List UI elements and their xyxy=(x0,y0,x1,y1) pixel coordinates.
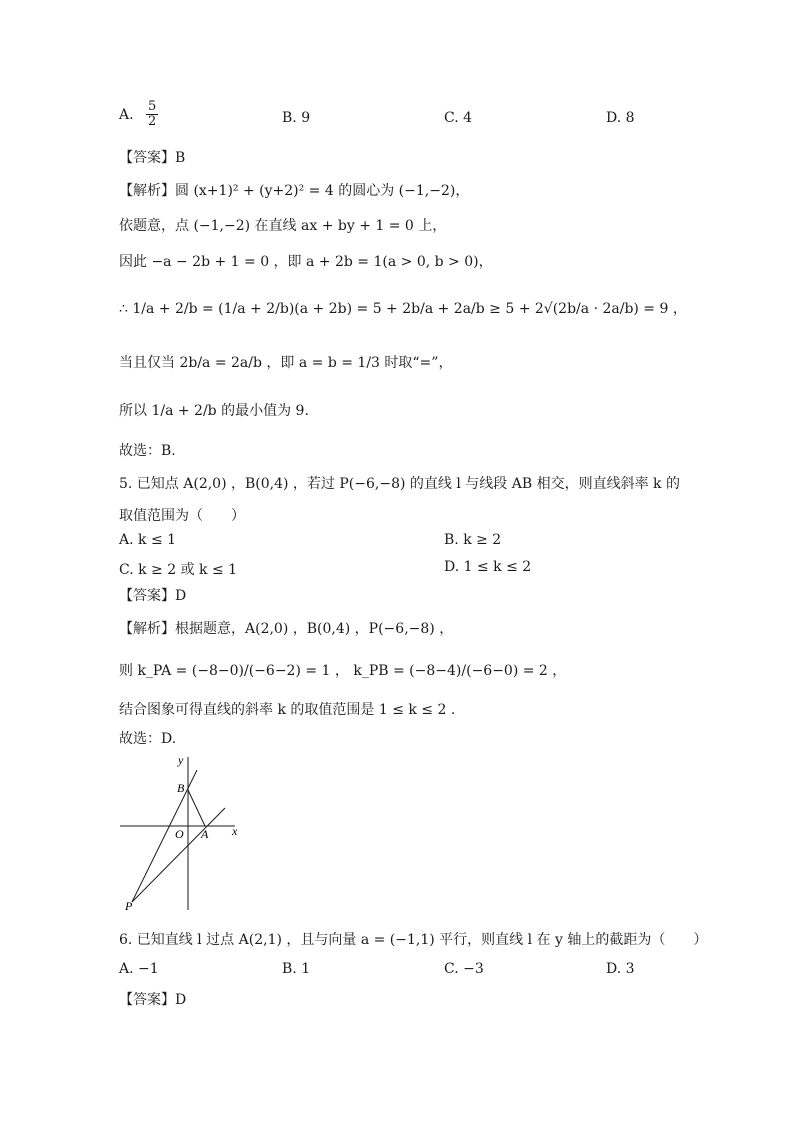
label-y: y xyxy=(178,753,184,767)
q4-analysis-5: 当且仅当 2b/a = 2a/b ，即 a = b = 1/3 时取“=”， xyxy=(119,355,453,371)
q4-analysis-7: 故选：B. xyxy=(119,443,176,459)
q4-analysis-4: ∴ 1/a + 2/b = (1/a + 2/b)(a + 2b) = 5 + 2b/a + 2a/b ≥ 5 + 2√(2b/a · 2a/b) = 9 ， xyxy=(119,301,687,317)
q5-analysis-4: 故选：D. xyxy=(119,731,177,747)
q6-answer: 【答案】D xyxy=(119,992,187,1008)
q4-option-d: D. 8 xyxy=(606,110,635,126)
q5-stem-2: 取值范围为（ ） xyxy=(119,508,245,524)
q6-option-c: C. −3 xyxy=(444,961,484,977)
line-pb xyxy=(132,770,197,902)
label-x: x xyxy=(232,824,238,838)
q4-option-a: A. $\frac{5}{2}$ xyxy=(119,99,157,130)
q4-option-b: B. 9 xyxy=(282,110,311,126)
q4-analysis-6: 所以 1/a + 2/b 的最小值为 9. xyxy=(119,403,309,419)
segment-ab xyxy=(188,790,205,826)
q6-option-a: A. −1 xyxy=(119,961,159,977)
q6-option-d: D. 3 xyxy=(606,961,635,977)
q5-analysis-1: 【解析】根据题意，A(2,0) ，B(0,4) ，P(−6,−8) ， xyxy=(119,621,454,637)
q5-analysis-3: 结合图象可得直线的斜率 k 的取值范围是 1 ≤ k ≤ 2 . xyxy=(119,702,456,718)
q6-option-b: B. 1 xyxy=(282,961,311,977)
q4-option-c: C. 4 xyxy=(444,110,473,126)
q5-option-d: D. 1 ≤ k ≤ 2 xyxy=(444,559,532,575)
q4-analysis-3: 因此 −a − 2b + 1 = 0 ，即 a + 2b = 1(a > 0, b > 0)， xyxy=(119,254,493,270)
q5-stem-1: 5. 已知点 A(2,0) ，B(0,4) ，若过 P(−6,−8) 的直线 l 与线段 AB 相交，则直线斜率 k 的 xyxy=(119,476,680,492)
q4-answer: 【答案】B xyxy=(119,150,186,166)
q5-figure xyxy=(115,752,265,912)
label-a: A xyxy=(201,827,209,841)
q6-stem: 6. 已知直线 l 过点 A(2,1) ，且与向量 a = (−1,1) 平行，则直线 l 在 y 轴上的截距为（ ） xyxy=(119,932,708,948)
line-pa xyxy=(132,808,225,902)
q5-option-c: C. k ≥ 2 或 k ≤ 1 xyxy=(119,562,238,578)
q4-analysis-1: 【解析】圆 (x+1)² + (y+2)² = 4 的圆心为 (−1,−2)， xyxy=(119,183,470,199)
q5-answer: 【答案】D xyxy=(119,588,187,604)
label-b: B xyxy=(177,781,185,795)
label-o: O xyxy=(175,827,184,841)
q4-analysis-2: 依题意，点 (−1,−2) 在直线 ax + by + 1 = 0 上， xyxy=(119,218,447,234)
q5-option-a: A. k ≤ 1 xyxy=(119,532,177,548)
q5-analysis-2: 则 k_PA = (−8−0)/(−6−2) = 1 ， k_PB = (−8−4)/(−6−0) = 2 ， xyxy=(119,663,567,679)
fraction: $\frac{5}{2}$ xyxy=(148,99,157,130)
label-p: P xyxy=(125,899,133,912)
q5-option-b: B. k ≥ 2 xyxy=(444,532,502,548)
